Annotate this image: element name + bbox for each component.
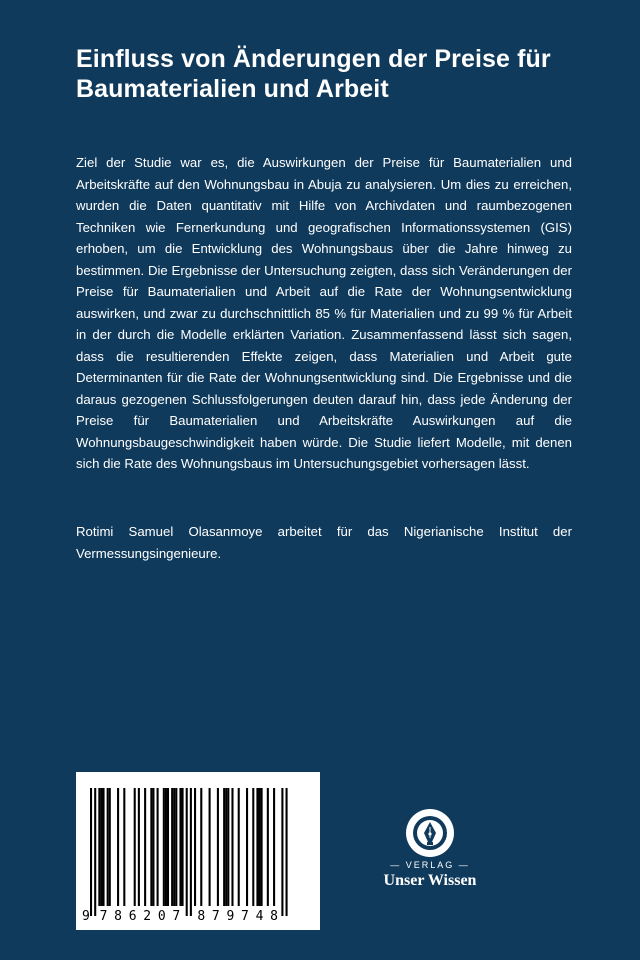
barcode-bar bbox=[223, 788, 225, 906]
barcode-digit: 8 bbox=[270, 909, 278, 924]
barcode-digit: 7 bbox=[172, 909, 181, 924]
publisher-name: Unser Wissen bbox=[383, 872, 477, 889]
barcode-bar bbox=[90, 788, 92, 916]
barcode-digit: 6 bbox=[128, 909, 137, 924]
barcode-bar bbox=[107, 788, 109, 906]
barcode-bar bbox=[150, 788, 152, 906]
abstract-text: Ziel der Studie war es, die Auswirkungen der Preise für Baumaterialien und Arbeitskräfte auf den Wohnungsbau in Abuja zu analysieren. Um dies zu erreichen, wurden die Daten quantitativ mit Hilfe von Archivdaten und raumbezogenen Techniken wie Fernerkundung und geografischen Informationssystemen (GIS) erhoben, um die Entwicklung des Wohnungsbaus über die Jahre hinweg zu bestimmen. Die Ergebnisse der Untersuchung zeigten, dass sich Veränderungen der Preise für Baumaterialien und Arbeit auf die Rate der Wohnungsentwicklung auswirken, und zwar zu durchschnittlich 85 % für Materialien und zu 99 % für Arbeit in der durch die Modelle erklärten Variation. Zusammenfassend lässt sich sagen, dass die resultierenden Effekte zeigen, dass Materialien und Arbeit gute Determinanten für die Rate der Wohnungsentwicklung sind. Die Ergebnisse und die daraus gezogenen Schlussfolgerungen deuten darauf hin, dass jede Änderung der Preise für Baumaterialien und Arbeitskräfte Auswirkungen auf die Wohnungsbaugeschwindigkeit haben würde. Die Studie liefert Modelle, mit denen sich die Rate des Wohnungsbaus im Untersuchungsgebiet vorhersagen lässt. bbox=[76, 155, 572, 471]
barcode-bar bbox=[175, 788, 177, 906]
barcode-digit: 9 bbox=[226, 909, 235, 924]
barcode-bar bbox=[144, 788, 146, 906]
barcode-digit: 2 bbox=[143, 909, 152, 924]
barcode-bar bbox=[138, 788, 140, 906]
barcode-bar bbox=[273, 788, 275, 906]
barcode-bar bbox=[134, 788, 136, 906]
barcode-digit: 0 bbox=[157, 909, 166, 924]
barcode-bar bbox=[179, 788, 181, 906]
barcode-bar bbox=[225, 788, 227, 906]
barcode-bar bbox=[261, 788, 263, 906]
barcode-digit: 8 bbox=[197, 909, 206, 924]
barcode-bar bbox=[217, 788, 219, 906]
barcode-bar bbox=[165, 788, 167, 906]
barcode-digit: 7 bbox=[99, 909, 108, 924]
fountain-pen-seal-icon bbox=[405, 808, 455, 858]
barcode-bar bbox=[109, 788, 111, 906]
barcode-bar bbox=[227, 788, 229, 906]
barcode-bar bbox=[98, 788, 100, 906]
barcode-bar bbox=[267, 788, 269, 906]
barcode-bar bbox=[100, 788, 102, 906]
barcode-bar bbox=[231, 788, 233, 906]
barcode-bar bbox=[171, 788, 173, 906]
barcode-graphic bbox=[76, 772, 320, 930]
barcode-digit: 8 bbox=[114, 909, 122, 924]
barcode-bar bbox=[117, 788, 119, 906]
publisher-verlag-label: — VERLAG — bbox=[390, 860, 470, 870]
barcode-bar bbox=[194, 788, 196, 906]
barcode-bar bbox=[286, 788, 288, 916]
barcode-bar bbox=[281, 788, 283, 916]
barcode-bar bbox=[186, 788, 188, 916]
barcode-bar bbox=[200, 788, 202, 906]
barcode-digit: 7 bbox=[211, 909, 220, 924]
barcode-bar bbox=[167, 788, 169, 906]
barcode-bar bbox=[94, 788, 96, 916]
book-title: Einfluss von Änderungen der Preise für Baumaterialien und Arbeit bbox=[76, 45, 551, 103]
isbn-barcode bbox=[76, 772, 320, 930]
barcode-bar bbox=[102, 788, 104, 906]
barcode-bar bbox=[123, 788, 125, 906]
barcode-digit: 9 bbox=[82, 909, 90, 924]
barcode-bar bbox=[252, 788, 254, 906]
barcode-bar bbox=[238, 788, 240, 906]
publisher-logo bbox=[365, 800, 495, 900]
barcode-bar bbox=[246, 788, 248, 906]
barcode-bar bbox=[256, 788, 258, 906]
barcode-bar bbox=[152, 788, 154, 906]
barcode-bar bbox=[209, 788, 211, 906]
barcode-bar bbox=[163, 788, 165, 906]
barcode-bar bbox=[182, 788, 184, 906]
author-bio: Rotimi Samuel Olasanmoye arbeitet für das Nigerianische Institut der Vermessungsingenieure. bbox=[76, 524, 572, 561]
barcode-bar bbox=[173, 788, 175, 906]
barcode-digit: 7 bbox=[241, 909, 249, 924]
barcode-digit: 4 bbox=[255, 909, 264, 924]
barcode-bar bbox=[157, 788, 159, 906]
barcode-bar bbox=[190, 788, 192, 916]
barcode-bar bbox=[258, 788, 260, 906]
